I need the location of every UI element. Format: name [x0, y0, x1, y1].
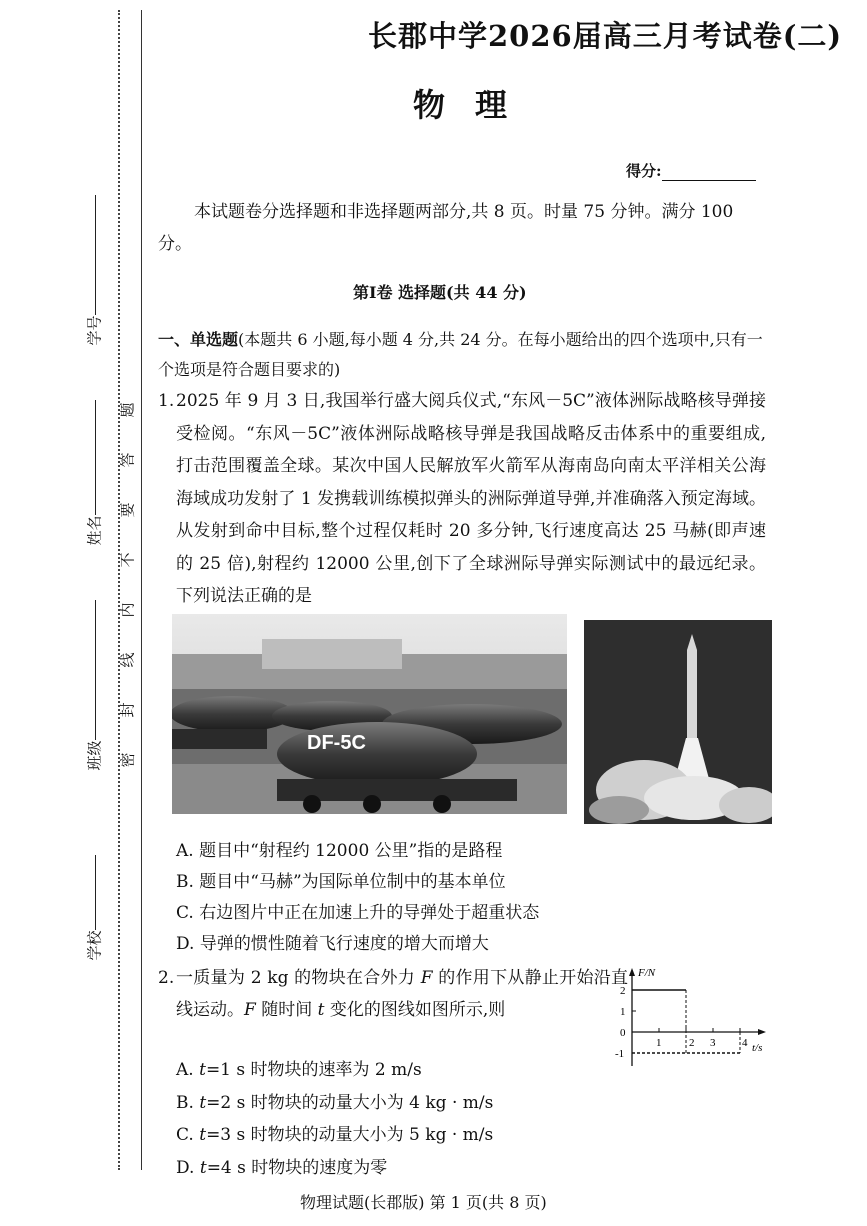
option-c[interactable]: C. t=3 s 时物块的动量大小为 5 kg · m/s	[176, 1125, 494, 1145]
student-number-field[interactable]	[82, 195, 108, 346]
force-time-graph	[614, 962, 774, 1072]
score-label: 得分:	[626, 162, 662, 180]
x-tick-2: 2	[689, 1037, 695, 1049]
subject-title: 物理	[413, 86, 538, 124]
x-tick-1: 1	[656, 1037, 662, 1049]
question-stem: 2025 年 9 月 3 日,我国举行盛大阅兵仪式,“东风－5C”液体洲际战略核导弹接受检阅。“东风－5C”液体洲际战略核导弹是我国战略反击体系中的重要组成,打击范围覆盖全球。某次中国人民解放军火箭军从海南岛向南太平洋相关公海海域成功发射了 1 发携载训练模拟弹头的洲际弹道导弹,并准确落入预定海域。从发射到命中目标,整个过程仅耗时 20 多分钟,飞行速度高达 25 马赫(即声速的 25 倍),射程约 12000 公里,创下了全球洲际导弹实际测试中的最远纪录。下列说法正确的是	[176, 391, 766, 606]
missile-marking: DF-5C	[307, 732, 366, 754]
seal-line-solid	[141, 10, 142, 1170]
intro-text: 本试题卷分选择题和非选择题两部分,共 8 页。时量 75 分钟。满分 100 分。	[158, 202, 734, 254]
option-b[interactable]: B. 题目中“马赫”为国际单位制中的基本单位	[176, 872, 506, 892]
y-axis-label: F/N	[638, 967, 656, 979]
y-tick-1: 1	[620, 1006, 626, 1018]
option-b[interactable]: B. t=2 s 时物块的动量大小为 4 kg · m/s	[176, 1092, 494, 1113]
school-field[interactable]	[82, 855, 108, 961]
parade-missile-photo	[172, 614, 567, 814]
seal-text: 题 答 要 不 内 线 封 密	[118, 402, 137, 768]
y-tick-2: 2	[620, 985, 626, 997]
question-2	[158, 962, 628, 1026]
x-tick-3: 3	[710, 1037, 716, 1049]
exam-title: 长郡中学2026届高三月考试卷(二)	[368, 19, 843, 53]
page-footer: 物理试题(长郡版) 第 1 页(共 8 页)	[300, 1193, 547, 1212]
class-label: 班级	[85, 740, 104, 771]
binding-margin	[0, 0, 150, 1226]
option-c[interactable]: C. 右边图片中正在加速上升的导弹处于超重状态	[176, 903, 540, 923]
question-number: 2.	[158, 968, 175, 988]
question-1	[158, 385, 766, 613]
school-label: 学校	[85, 930, 104, 961]
option-d[interactable]: D. t=4 s 时物块的速度为零	[176, 1157, 388, 1178]
section-title: 第Ⅰ卷 选择题(共 44 分)	[353, 283, 527, 302]
score-field[interactable]	[626, 160, 756, 181]
option-a[interactable]: A. 题目中“射程约 12000 公里”指的是路程	[176, 841, 503, 861]
missile-launch-photo	[584, 620, 772, 824]
y-axis-arrow	[629, 968, 635, 976]
question-number: 1.	[158, 391, 175, 411]
option-d[interactable]: D. 导弹的惯性随着飞行速度的增大而增大	[176, 934, 489, 954]
name-label: 姓名	[85, 515, 104, 546]
y-tick-neg1: -1	[615, 1048, 625, 1060]
part-instructions: (本题共 6 小题,每小题 4 分,共 24 分。在每小题给出的四个选项中,只有一个选项是符合题目要求的)	[158, 330, 763, 379]
student-number-label: 学号	[85, 315, 104, 346]
x-tick-4: 4	[742, 1037, 748, 1049]
class-field[interactable]	[82, 600, 108, 771]
question-2-options	[176, 1054, 493, 1184]
x-axis-arrow	[758, 1029, 766, 1035]
x-axis-label: t/s	[752, 1042, 763, 1054]
part-label: 一、单选题	[158, 330, 239, 349]
option-a[interactable]: A. t=1 s 时物块的速率为 2 m/s	[176, 1060, 422, 1080]
question-stem: 一质量为 2 kg 的物块在合外力 F 的作用下从静止开始沿直线运动。F 随时间 t 变化的图线如图所示,则	[176, 968, 629, 1020]
y-tick-0: 0	[620, 1027, 626, 1039]
score-blank[interactable]	[662, 166, 756, 181]
question-1-options	[176, 836, 539, 960]
part-heading	[158, 325, 770, 385]
